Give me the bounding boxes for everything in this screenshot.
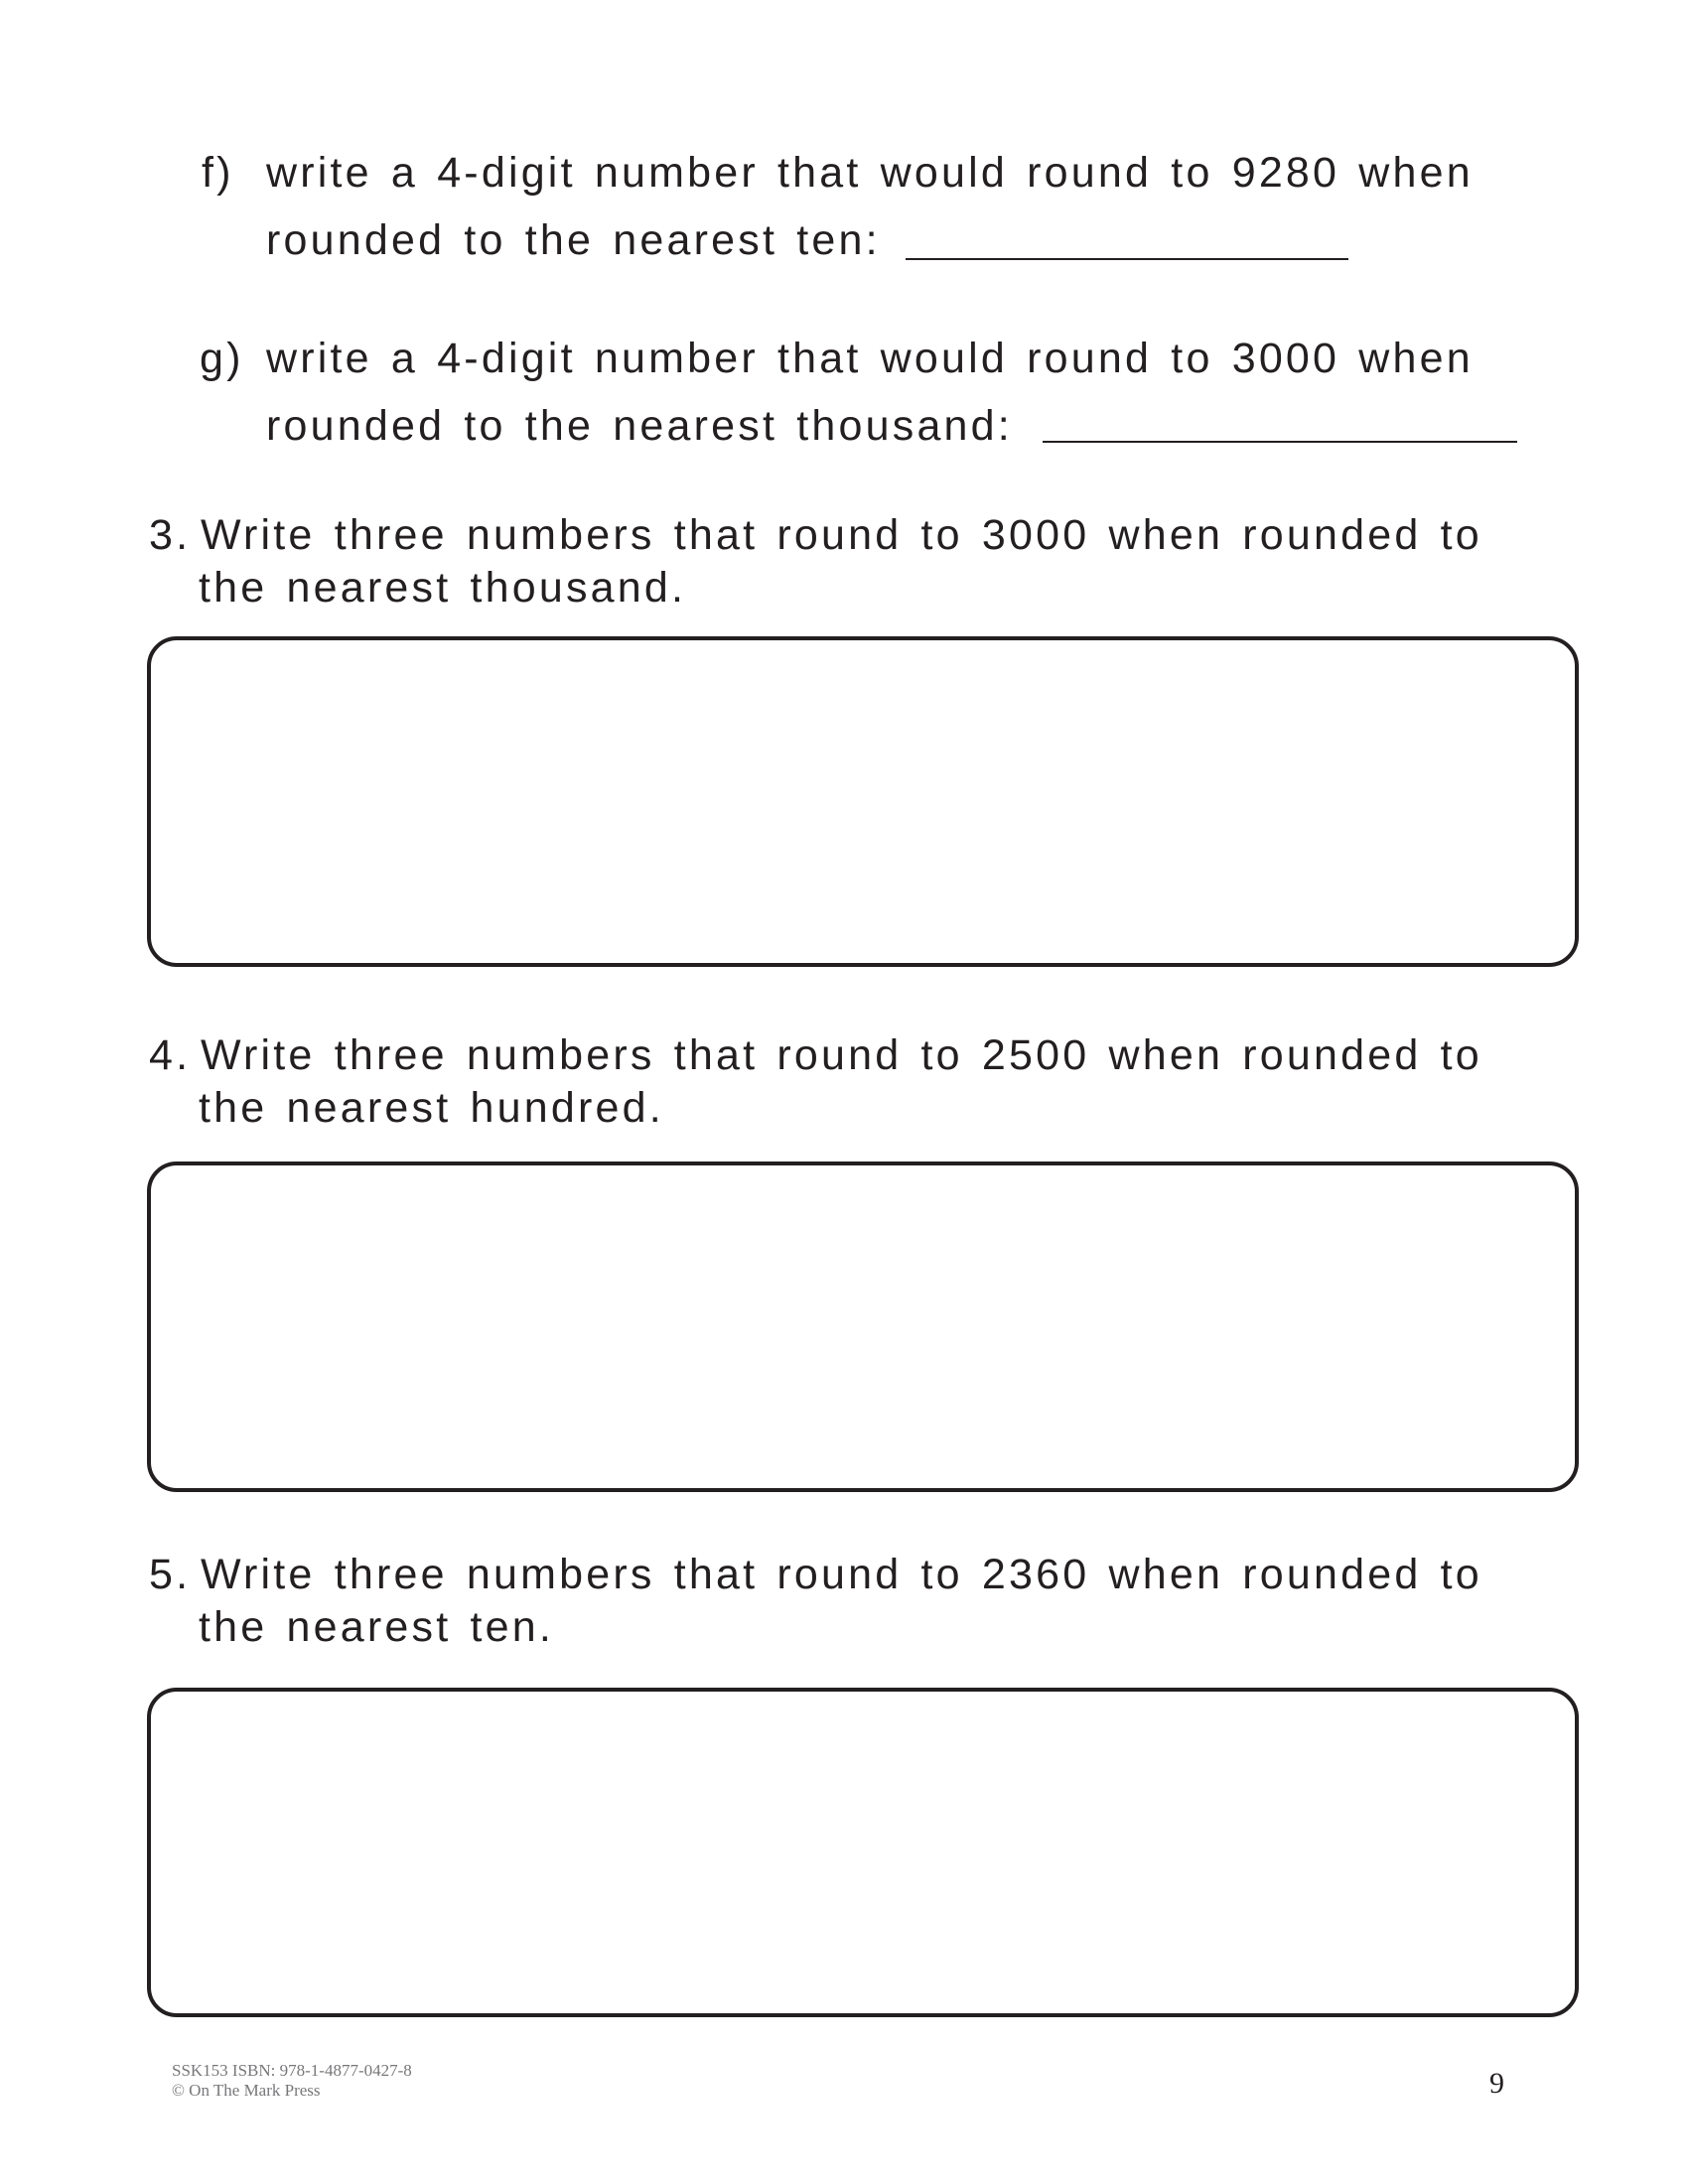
item-g-label: g) xyxy=(200,335,244,382)
item-f-answer-blank[interactable] xyxy=(906,258,1348,260)
question-4-number: 4. xyxy=(149,1031,192,1079)
item-f-text-line1: write a 4-digit number that would round to 9280 when xyxy=(266,149,1474,197)
question-3-text-line2: the nearest thousand. xyxy=(199,564,687,612)
item-g-text-line1: write a 4-digit number that would round to 3000 when xyxy=(266,335,1474,382)
item-f-label: f) xyxy=(202,149,234,197)
footer-isbn: SSK153 ISBN: 978-1-4877-0427-8 xyxy=(172,2061,412,2080)
question-3-answer-box[interactable] xyxy=(147,636,1579,967)
question-5-answer-box[interactable] xyxy=(147,1688,1579,2017)
item-g-answer-blank[interactable] xyxy=(1043,441,1517,443)
question-5-text-line1: Write three numbers that round to 2360 when rounded to xyxy=(201,1551,1482,1598)
question-5-text-line2: the nearest ten. xyxy=(199,1603,555,1651)
item-g-text-line2: rounded to the nearest thousand: xyxy=(266,402,1013,450)
question-4-text-line1: Write three numbers that round to 2500 when rounded to xyxy=(201,1031,1482,1079)
question-3-text-line1: Write three numbers that round to 3000 when rounded to xyxy=(201,511,1482,559)
question-3-number: 3. xyxy=(149,511,192,559)
question-4-text-line2: the nearest hundred. xyxy=(199,1084,664,1132)
footer-copyright: © On The Mark Press xyxy=(172,2081,321,2100)
item-f-text-line2: rounded to the nearest ten: xyxy=(266,216,881,264)
question-5-number: 5. xyxy=(149,1551,192,1598)
question-4-answer-box[interactable] xyxy=(147,1161,1579,1492)
page-number: 9 xyxy=(1489,2067,1504,2100)
